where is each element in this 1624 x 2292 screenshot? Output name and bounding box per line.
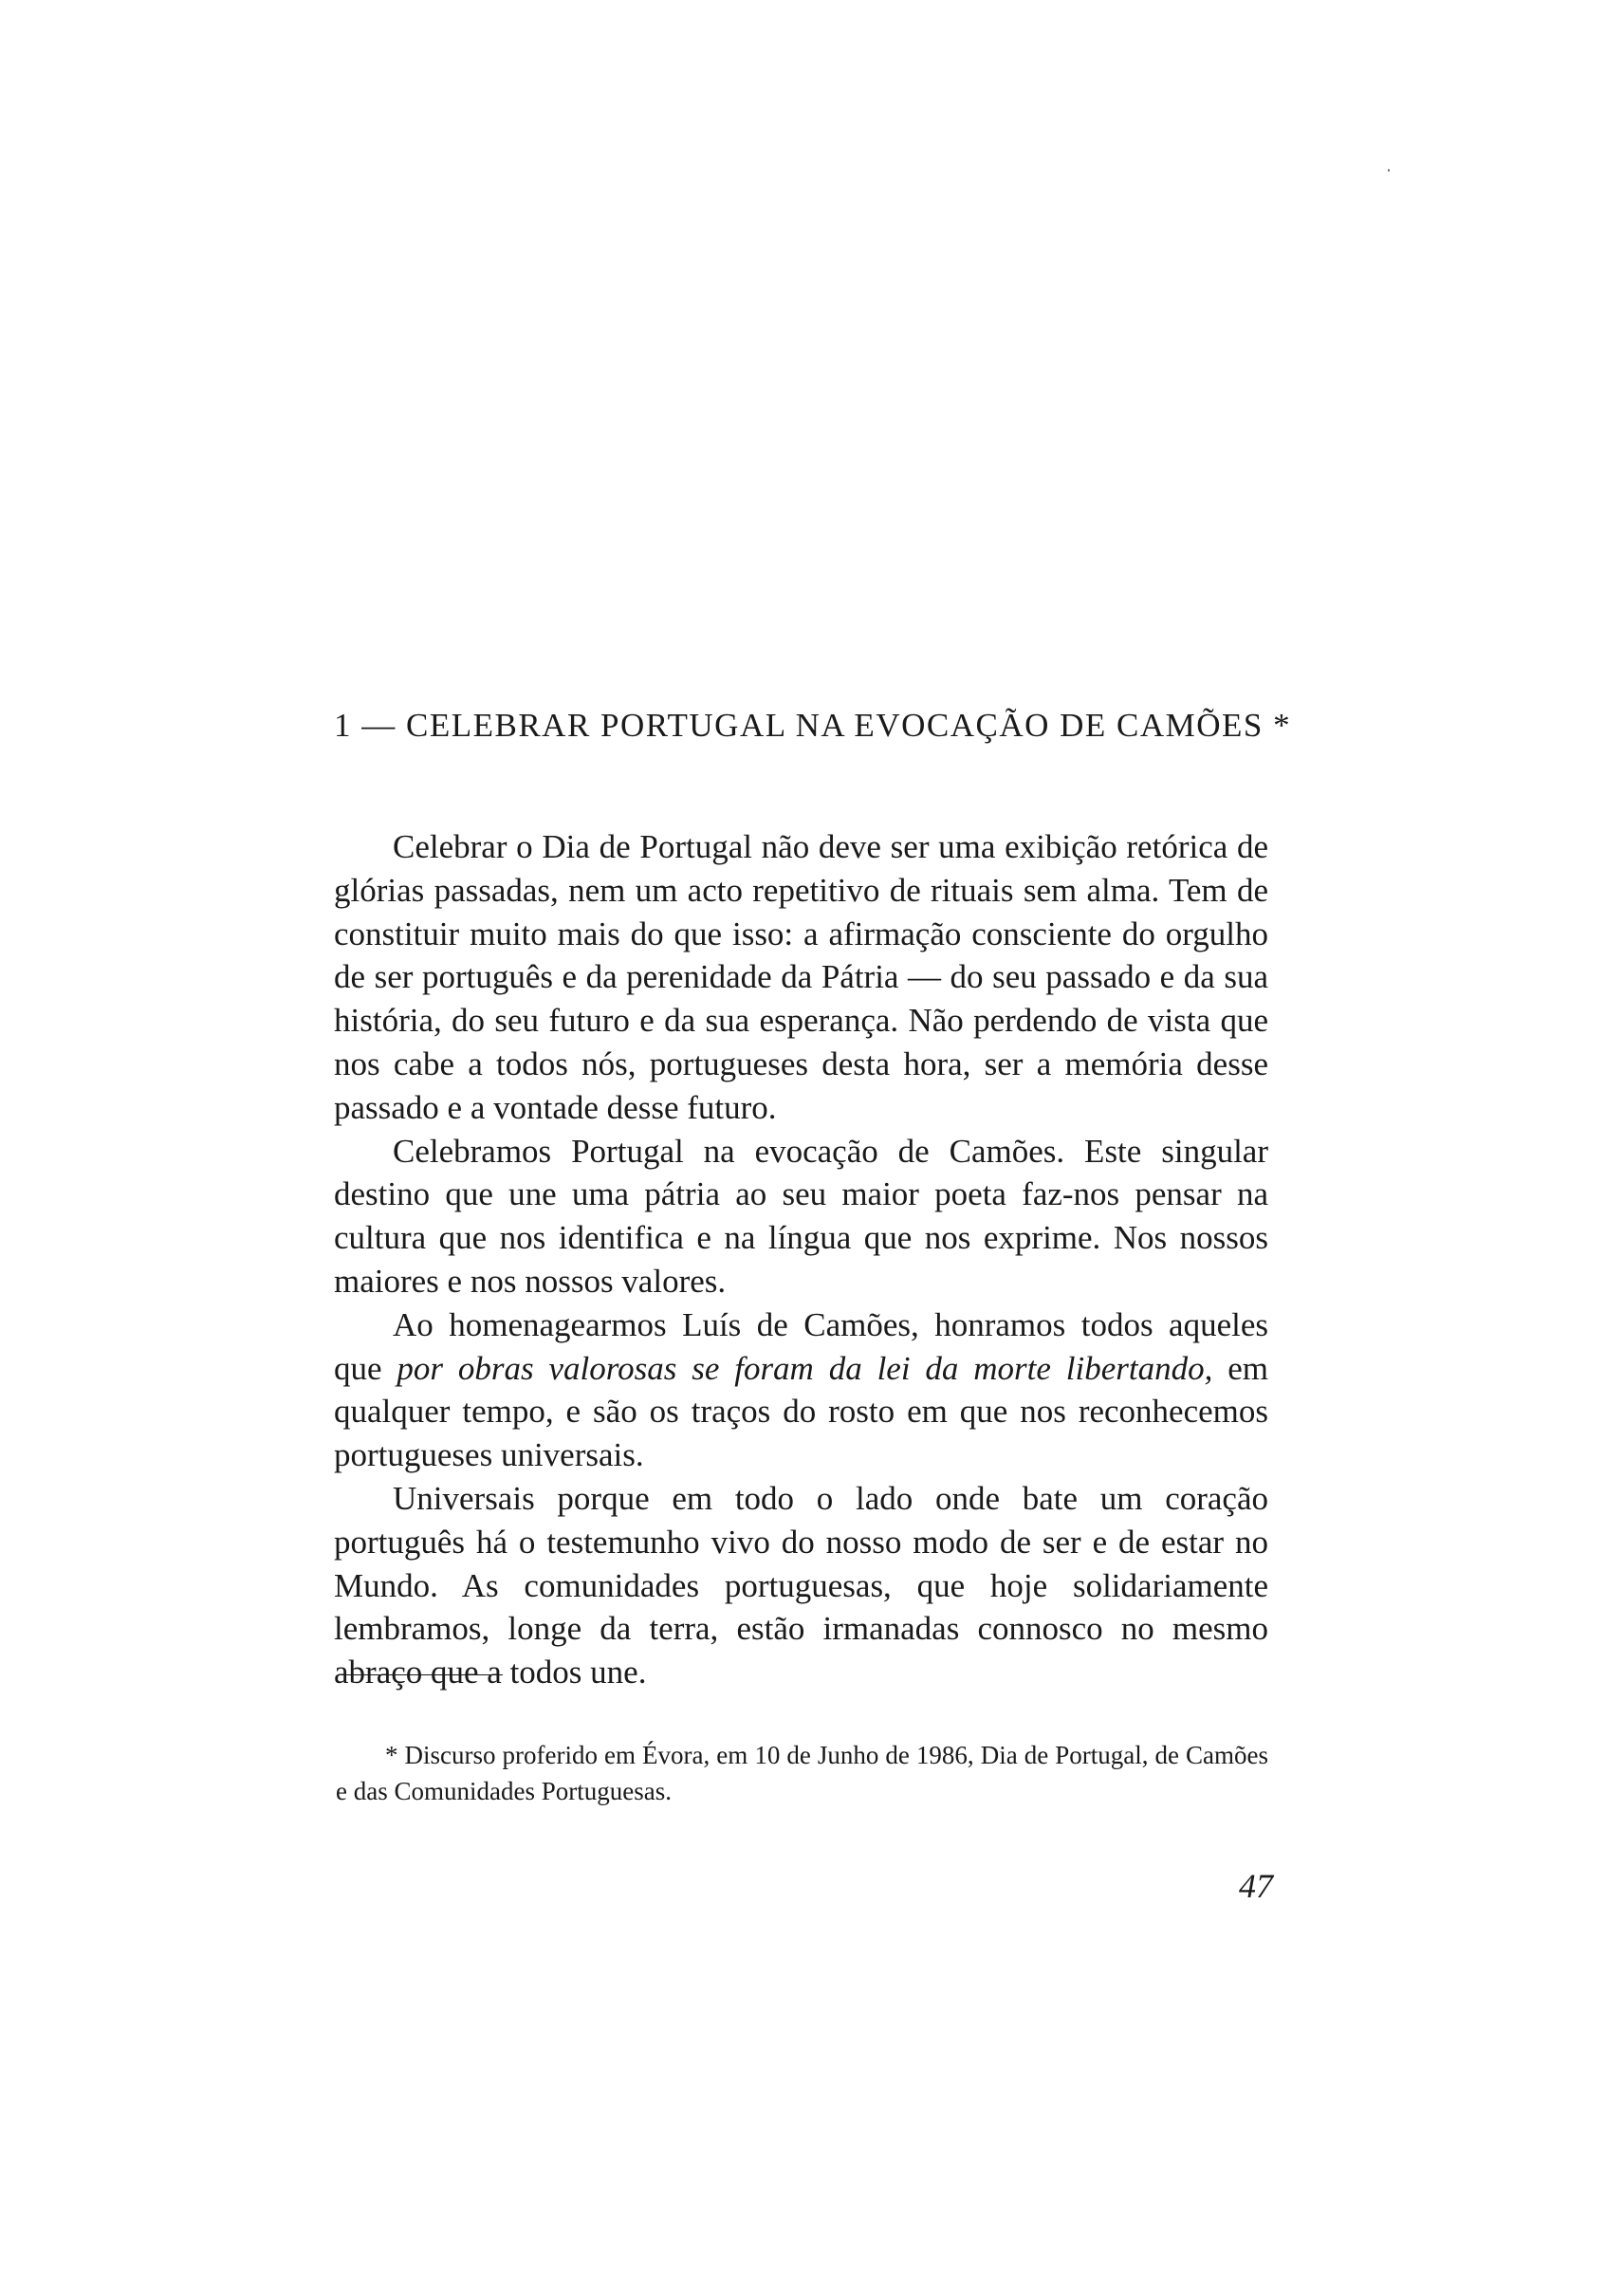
paragraph-4: Universais porque em todo o lado onde bate um coração português há o testemunho vivo do nosso modo de ser e de estar no Mundo. As comunidades portuguesas, que hoje solidariamente lembramos, longe da terra, estão irmanadas connosco no mesmo abraço que a todos une. <box>334 1479 1268 1691</box>
chapter-heading: 1 — CELEBRAR PORTUGAL NA EVOCAÇÃO DE CAMÕES * <box>334 707 1292 744</box>
paragraph-3-start: Ao homenagearmos Luís de Camões, honramos todos aqueles que <box>334 1305 1268 1387</box>
paragraph-3 <box>334 1303 1268 1477</box>
page-number: 47 <box>1239 1867 1273 1905</box>
paragraph-3-quote: por obras valorosas se foram da lei da morte libertando, <box>397 1349 1213 1387</box>
paragraph-2: Celebramos Portugal na evocação de Camões. Este singular destino que une uma pátria ao seu maior poeta faz-nos pensar na cultura que nos identifica e na língua que nos exprime. Nos nossos maiores e nos nossos valores. <box>334 1132 1268 1300</box>
body-text <box>334 825 1268 1694</box>
footnote-divider <box>340 1674 503 1675</box>
paragraph-1: Celebrar o Dia de Portugal não deve ser uma exibição retórica de glórias passadas, nem um acto repetitivo de rituais sem alma. Tem de constituir muito mais do que isso: a afirmação consciente do orgulho de ser português e da perenidade da Pátria — do seu passado e da sua história, do seu futuro e da sua esperança. Não perdendo de vista que nos cabe a todos nós, portugueses desta hora, ser a memória desse passado e a vontade desse futuro. <box>334 828 1268 1126</box>
footnote: * Discurso proferido em Évora, em 10 de Junho de 1986, Dia de Portugal, de Camões e das Comunidades Portuguesas. <box>336 1741 1268 1805</box>
paragraph-3-end: em qualquer tempo, e são os traços do rosto em que nos reconhecemos portugueses universais. <box>334 1349 1269 1474</box>
scan-speck <box>1388 169 1390 172</box>
